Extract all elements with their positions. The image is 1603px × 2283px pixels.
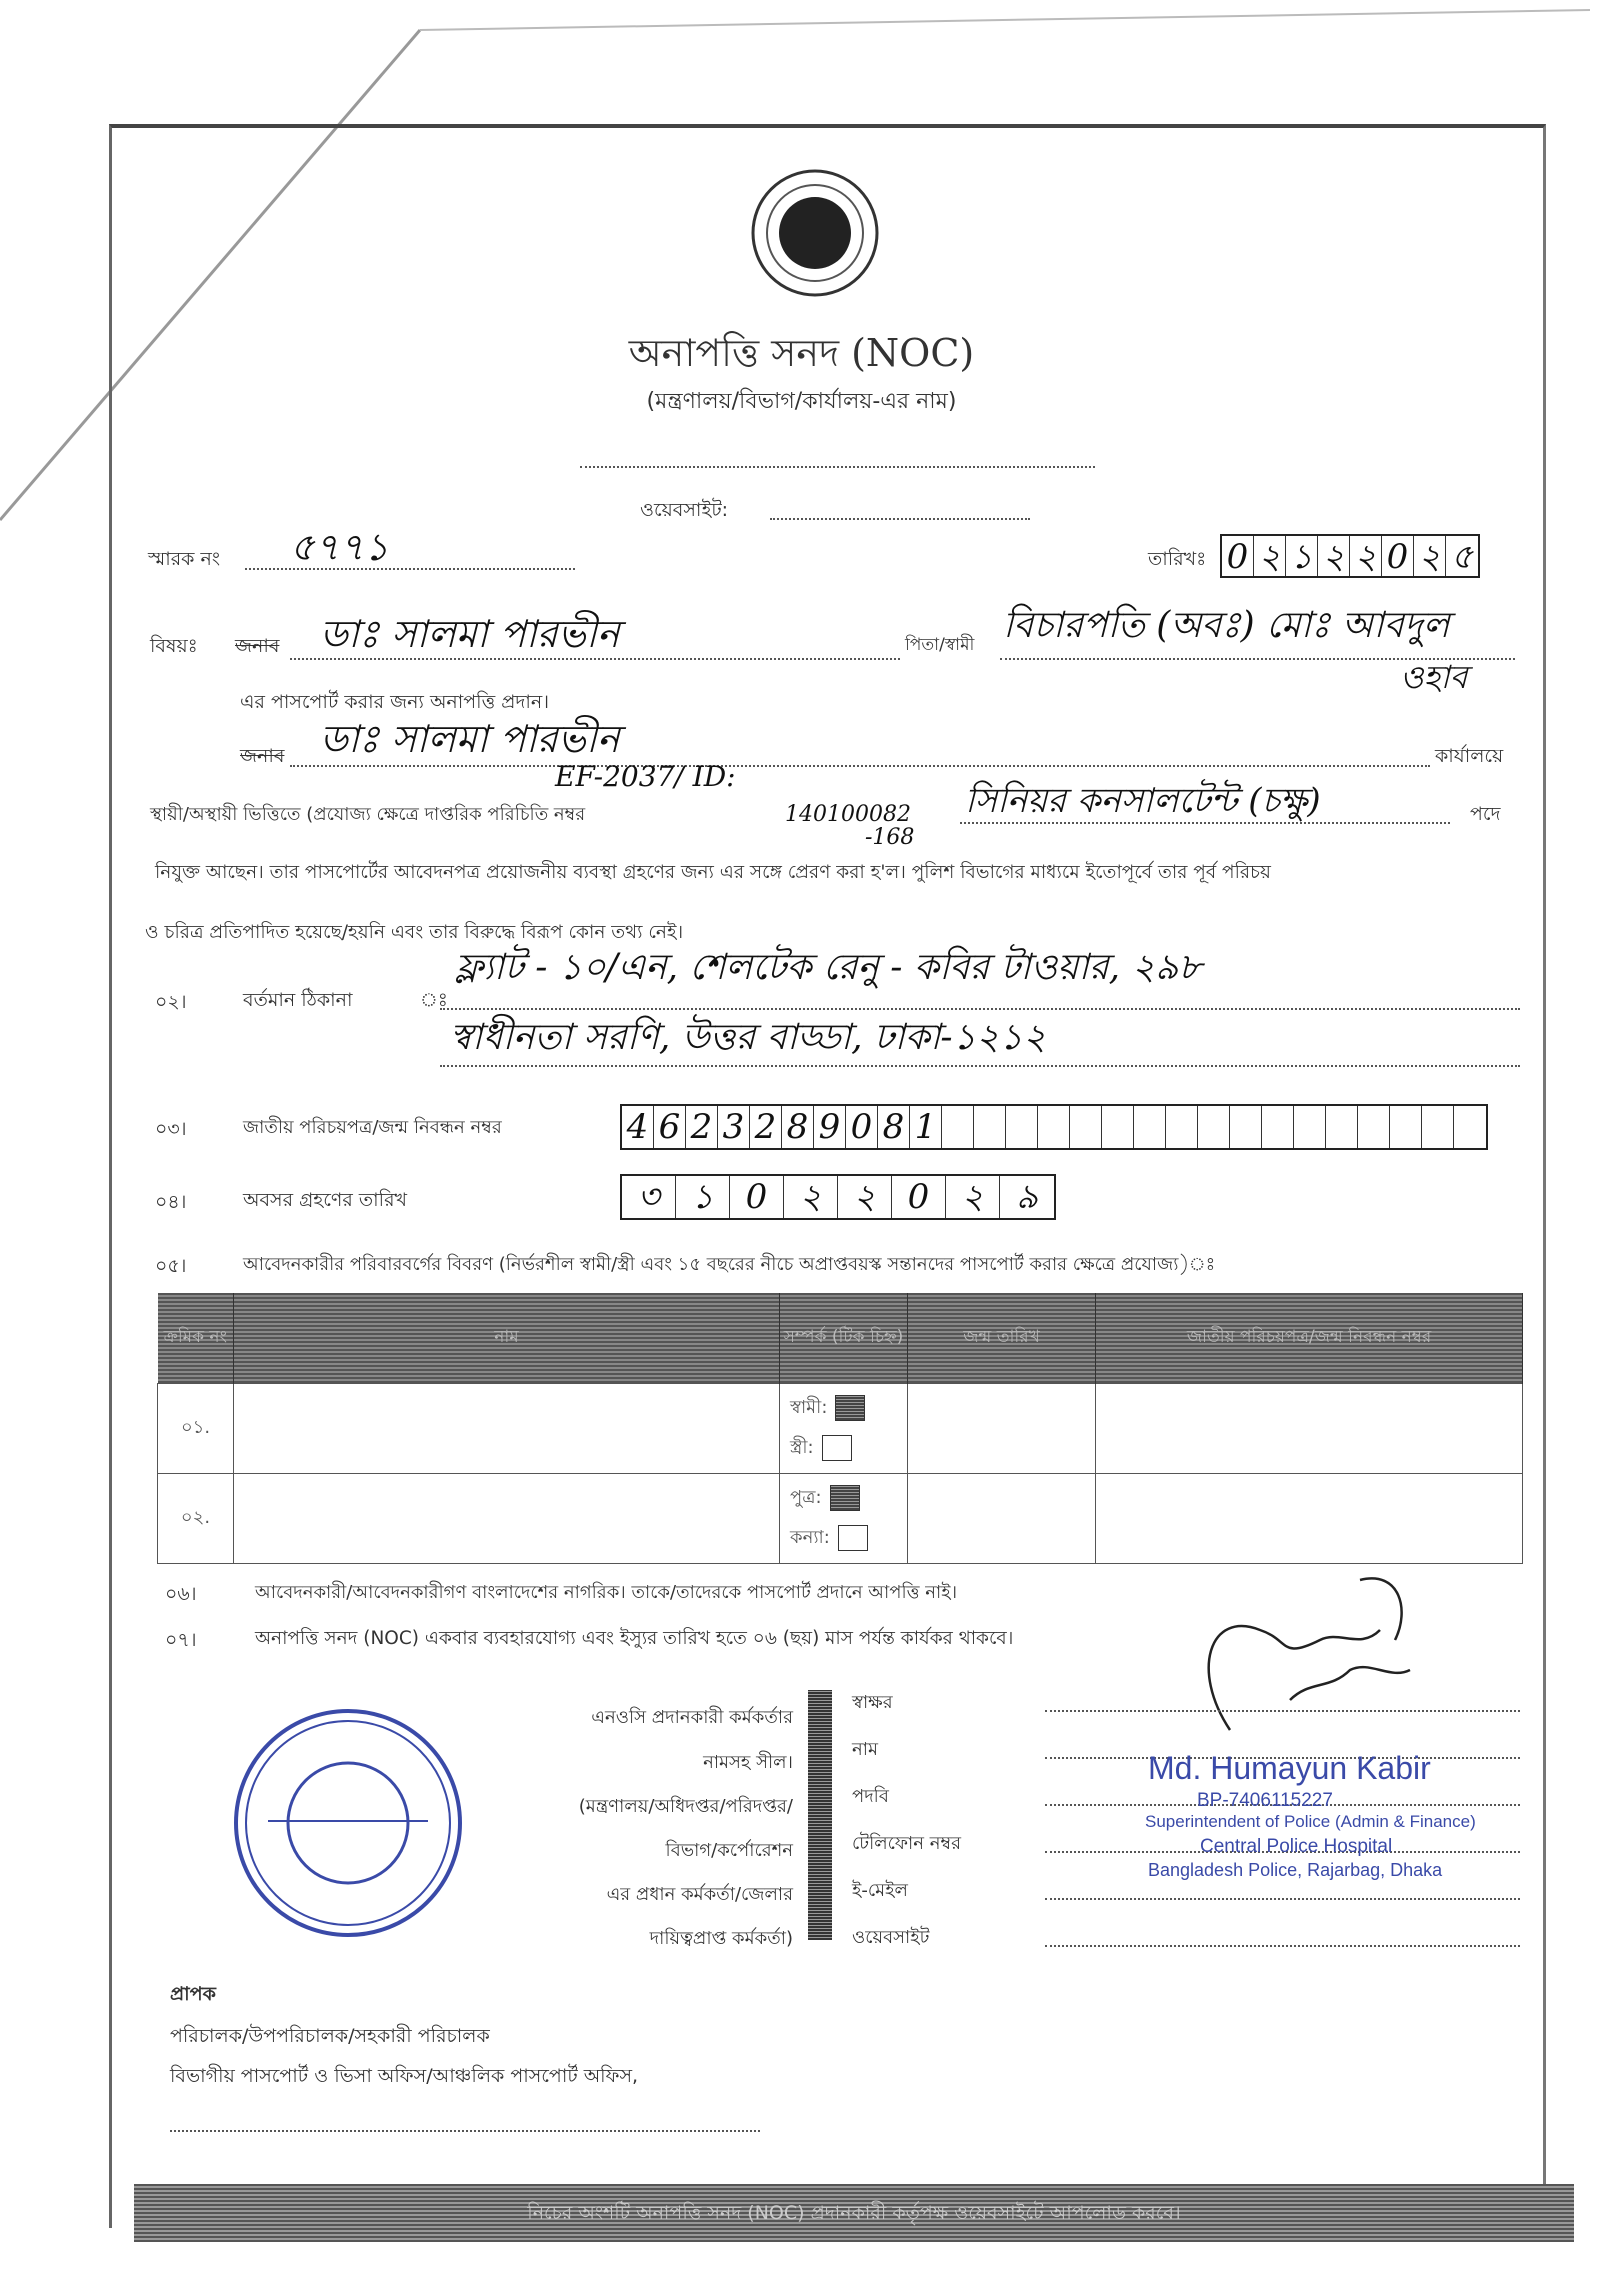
signature bbox=[1170, 1570, 1430, 1750]
address-line-1: ফ্ল্যাট - ১০/এন, শেলটেক রেনু - কবির টাওয়ার, ২৯৮ bbox=[455, 947, 1202, 988]
date-boxes: 0 ২ ১ ২ ২ 0 ২ ৫ bbox=[1220, 534, 1480, 578]
father-name: বিচারপতি (অবঃ) মোঃ আবদুল bbox=[1003, 605, 1450, 646]
memo-label: স্মারক নং bbox=[148, 548, 221, 570]
government-emblem bbox=[750, 168, 880, 302]
footer-note-band: নিচের অংশটি অনাপত্তি সনদ (NOC) প্রদানকারী কর্তৃপক্ষ ওয়েবসাইটে আপলোড করবে। bbox=[134, 2184, 1574, 2242]
checkbox-daughter[interactable] bbox=[838, 1525, 868, 1551]
page-title: অনাপত্তি সনদ (NOC) bbox=[628, 331, 975, 375]
officer-name: ডাঃ সালমা পারভীন bbox=[320, 717, 620, 761]
police-hospital-seal bbox=[228, 1703, 468, 1947]
checkbox-husband[interactable] bbox=[835, 1395, 865, 1421]
recipient-label: প্রাপক bbox=[170, 1983, 216, 2005]
checkbox-son[interactable] bbox=[830, 1485, 860, 1511]
address-line-2: স্বাধীনতা সরণি, উত্তর বাড্ডা, ঢাকা-১২১২ bbox=[450, 1017, 1047, 1058]
checkbox-wife[interactable] bbox=[822, 1435, 852, 1461]
family-table: ক্রমিক নং নাম সম্পর্ক (টিক চিহ্ন) জন্ম তারিখ জাতীয় পরিচয়পত্র/জন্ম নিবন্ধন নম্বর ০১. স্বামী: স্ত্রী: ০২. পুত্র: কন্যা: bbox=[157, 1293, 1523, 1564]
retirement-date-boxes: ৩ ১ 0 ২ ২ 0 ২ ৯ bbox=[620, 1174, 1056, 1220]
table-row: ০১. স্বামী: স্ত্রী: bbox=[158, 1383, 1523, 1473]
officer-stamp-name: Md. Humayun Kabir bbox=[1148, 1750, 1431, 1786]
memo-number: ৫৭৭১ bbox=[290, 525, 389, 569]
designation: সিনিয়র কনসালটেন্ট (চক্ষু) bbox=[965, 781, 1321, 821]
table-row: ০২. পুত্র: কন্যা: bbox=[158, 1473, 1523, 1563]
applicant-name: ডাঃ সালমা পারভীন bbox=[320, 612, 620, 656]
nid-boxes: 4 6 2 3 2 8 9 0 8 1 bbox=[620, 1104, 1488, 1150]
page-subtitle: (মন্ত্রণালয়/বিভাগ/কার্যালয়-এর নাম) bbox=[646, 389, 957, 414]
subject-label: বিষয়ঃ bbox=[150, 635, 198, 657]
office-id: EF-2037/ ID: bbox=[555, 760, 736, 793]
date-label: তারিখঃ bbox=[1148, 548, 1207, 570]
divider-bar bbox=[808, 1690, 832, 1940]
website-label: ওয়েবসাইট: bbox=[640, 499, 729, 521]
